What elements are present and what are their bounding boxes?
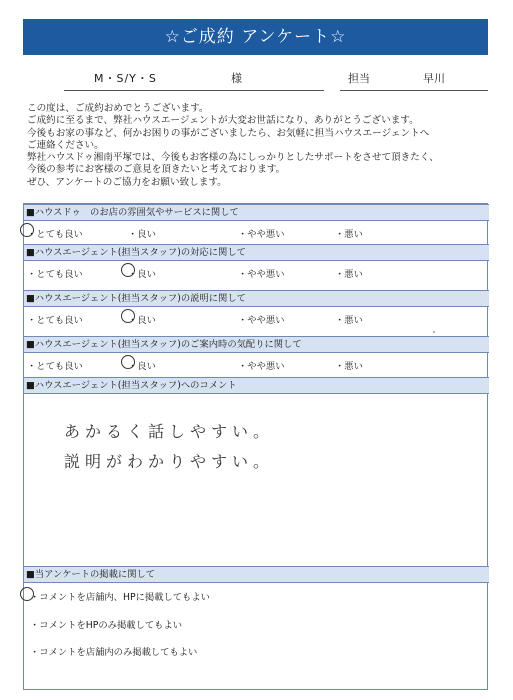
comment-line: 説明がわかりやすい。: [64, 452, 275, 471]
option-good[interactable]: ・良い: [128, 229, 156, 240]
option-bad[interactable]: ・悪い: [335, 269, 363, 280]
option-slightly-bad[interactable]: ・やや悪い: [238, 315, 285, 326]
option-good[interactable]: ・良い: [128, 315, 156, 326]
survey-title: ☆ご成約 アンケート☆: [23, 19, 488, 55]
customer-name: M・S/Y・S: [94, 72, 157, 85]
option-bad[interactable]: ・悪い: [335, 361, 363, 372]
option-very-good[interactable]: ・とても良い: [27, 315, 83, 326]
publish-option-hp-only[interactable]: ・コメントをHPのみ掲載してもよい: [30, 620, 183, 631]
option-good[interactable]: ・良い: [128, 269, 156, 280]
publish-option-store-and-hp[interactable]: ・コメントを店舗内、HPに掲載してもよい: [30, 592, 210, 603]
option-good[interactable]: ・良い: [128, 361, 156, 372]
comment-area[interactable]: [24, 394, 487, 566]
intro-line: 今後もお家の事など、何かお困りの事がございましたら、お気軽に担当ハウスエージェントへ: [27, 127, 430, 139]
option-bad[interactable]: ・悪い: [335, 315, 363, 326]
selected-mark: [121, 355, 135, 369]
rating-options-consideration: [24, 353, 487, 375]
rating-options-service: [24, 261, 487, 283]
survey-form: [23, 203, 488, 690]
section-heading-publish: ■当アンケートの掲載に関して: [24, 566, 489, 583]
option-bad[interactable]: ・悪い: [335, 229, 363, 240]
rating-options-explanation: [24, 307, 487, 329]
staff-label: 担当: [348, 72, 370, 85]
intro-line: ぜひ、アンケートのご協力をお願い致します。: [27, 176, 227, 188]
selected-mark: [20, 587, 34, 601]
option-slightly-bad[interactable]: ・やや悪い: [238, 269, 285, 280]
publish-options: [24, 583, 487, 683]
selected-mark: [121, 309, 135, 323]
intro-line: この度は、ご成約おめでとうございます。: [27, 103, 209, 114]
intro-text: [27, 103, 497, 189]
intro-line: 弊社ハウスドゥ湘南平塚では、今後もお客様の為にしっかりとしたサポートをさせて頂きたく、: [27, 152, 439, 164]
section-heading-comment: ■ハウスエージェント(担当スタッフ)へのコメント: [24, 377, 489, 394]
option-slightly-bad[interactable]: ・やや悪い: [238, 361, 285, 372]
rating-options-store: [24, 221, 487, 243]
staff-name: 早川: [423, 72, 445, 85]
stray-mark: [433, 331, 435, 333]
selected-mark: [121, 263, 135, 277]
option-very-good[interactable]: ・とても良い: [27, 229, 83, 240]
intro-line: ご連絡ください。: [27, 139, 104, 151]
option-very-good[interactable]: ・とても良い: [27, 269, 83, 280]
section-heading-explanation: ■ハウスエージェント(担当スタッフ)の説明に関して: [24, 290, 489, 307]
customer-underline: [64, 90, 324, 91]
section-heading-consideration: ■ハウスエージェント(担当スタッフ)のご案内時の気配りに関して: [24, 336, 489, 353]
comment-line: あかるく話しやすい。: [64, 422, 275, 441]
section-heading-store: ■ハウスドゥ のお店の雰囲気やサービスに関して: [24, 204, 489, 221]
section-heading-service: ■ハウスエージェント(担当スタッフ)の対応に関して: [24, 244, 489, 261]
customer-suffix: 様: [231, 72, 242, 85]
publish-option-store-only[interactable]: ・コメントを店舗内のみ掲載してもよい: [30, 647, 198, 658]
intro-line: 今後の参考にお客様のご意見を頂きたいと考えております。: [27, 164, 286, 176]
intro-line: ご成約に至るまで、弊社ハウスエージェントが大変お世話になり、ありがとうございます。: [27, 115, 419, 127]
option-slightly-bad[interactable]: ・やや悪い: [238, 229, 285, 240]
selected-mark: [20, 223, 34, 237]
option-very-good[interactable]: ・とても良い: [27, 361, 83, 372]
staff-underline: [340, 90, 488, 91]
